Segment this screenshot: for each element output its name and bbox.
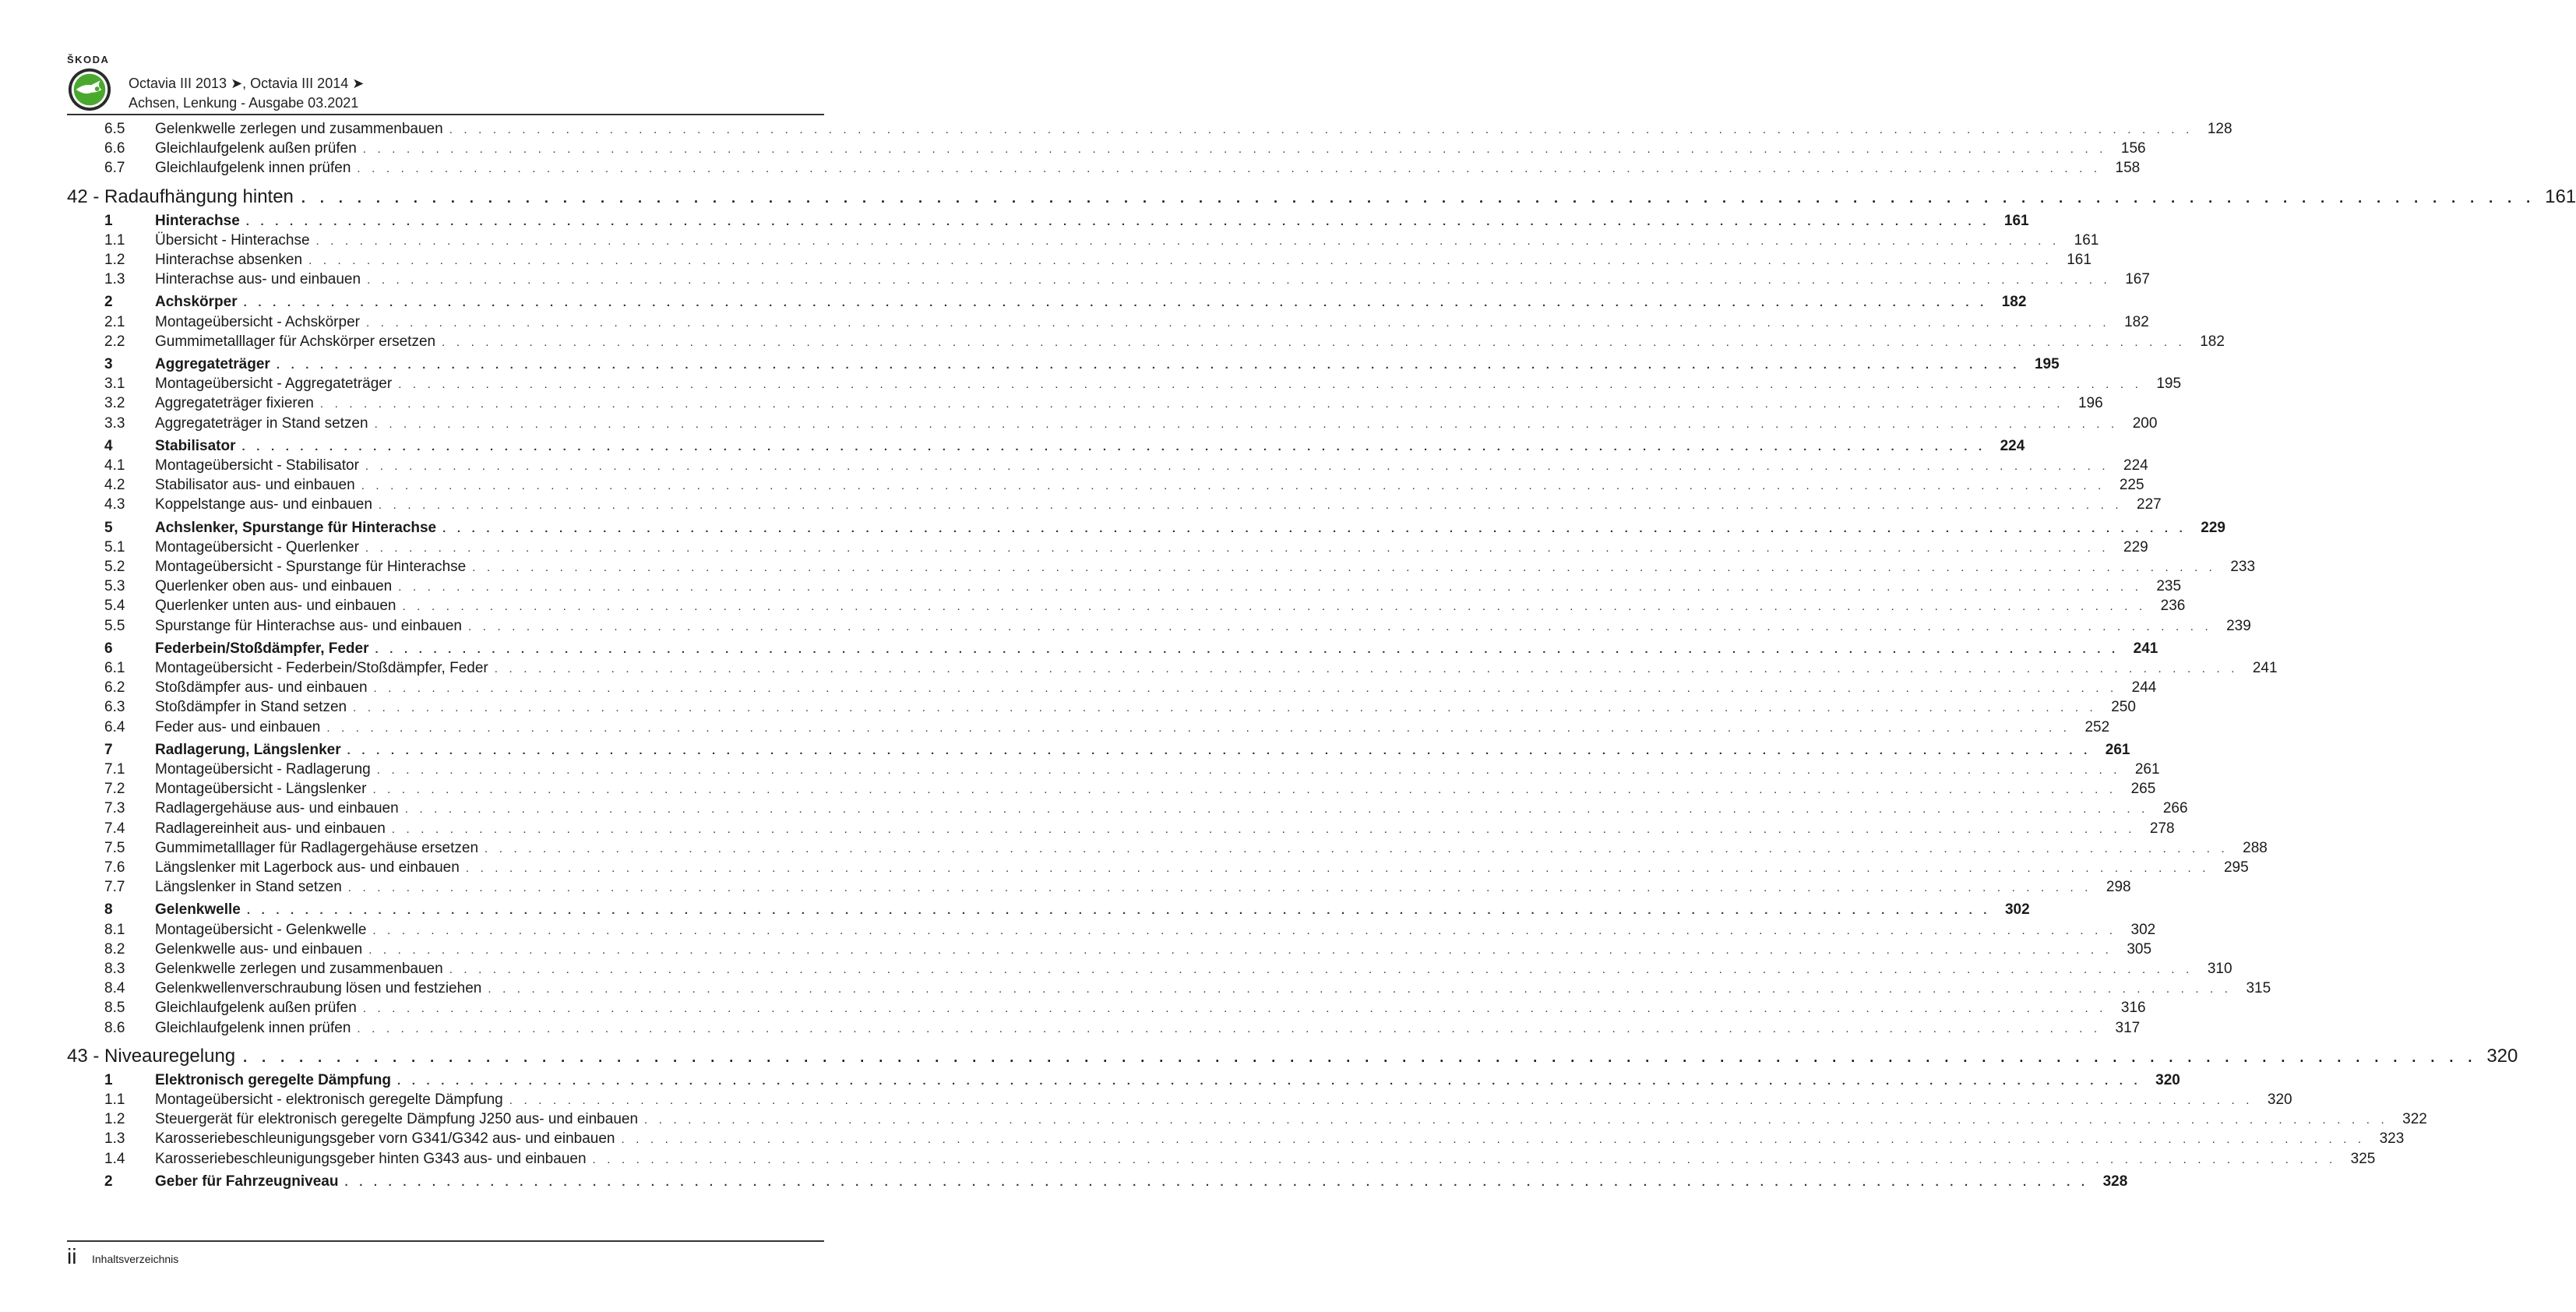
toc-entry-number: 6.6 (104, 140, 125, 157)
toc-subsection-entry[interactable] (104, 679, 2157, 698)
toc-entry-title: Aggregateträger in Stand setzen (155, 414, 368, 432)
toc-chapter-page: 320 (2486, 1045, 2518, 1067)
toc-subsection-entry[interactable] (104, 879, 2131, 898)
toc-leader-dots: . . . . . . . . . . . . . . . . . . . . . . . . . . . . . . . . . . . . . . . . . . . . . . . . . . . . . . . . . . . . . . . . . . . . . . . . . . . . . . . . . . . . . . . . . . . . . . . . . . . . . . . . . . . . . . . . . . . . . . . . (315, 234, 2060, 248)
toc-entry-number: 1 (104, 1071, 113, 1088)
toc-entry-title: Achslenker, Spurstange für Hinterachse (155, 519, 437, 536)
toc-entry-number: 1.1 (104, 1092, 125, 1108)
toc-entry-page: 128 (2207, 121, 2232, 137)
toc-leader-dots: . . . . . . . . . . . . . . . . . . . . . . . . . . . . . . . . . . . . . . . . . . . . . . . . . . . . . . . . . . . . . . . . . . . . . . . . . . . . . . . . . . . . . . . . . . . . . . . . . . . . . . . . . . . . . . . . . . . . . . . . (378, 499, 2123, 513)
toc-chapter-page: 161 (2545, 185, 2576, 207)
toc-entry-page: 320 (2155, 1071, 2180, 1088)
toc-leader-dots: . . . . . . . . . . . . . . . . . . . . . . . . . . . . . . . . . . . . . . . . . . . . . . . . . . . . . . . . . . . . . . . . . . . . . . . . . . . . . . . . . . . . . . . . . . . . . . . . . . . . . . . . . . . . . . . . . . . . . . . . (243, 296, 1988, 310)
toc-entry-number: 5.1 (104, 538, 125, 555)
toc-subsection-entry[interactable] (104, 271, 2150, 290)
toc-entry-page: 182 (2001, 294, 2027, 311)
toc-subsection-entry[interactable] (104, 800, 2188, 819)
toc-entry-number: 3.2 (104, 395, 125, 412)
toc-entry-number: 2.1 (104, 313, 125, 330)
toc-leader-dots: . . . . . . . . . . . . . . . . . . . . . . . . . . . . . . . . . . . . . . . . . . . . . . . . . . . . . . . . . . . . . . . . . . . . . . . . . . . . . . . . . . . . . . . . . . . . . . . . . . . . . . . . . . . . . . . . . . . . . . . . (472, 561, 2217, 574)
toc-entry-page: 233 (2230, 559, 2256, 575)
toc-entry-title: Querlenker unten aus- und einbauen (155, 598, 396, 615)
toc-entry-page: 229 (2201, 519, 2225, 536)
toc-subsection-entry[interactable] (104, 1000, 2146, 1018)
toc-entry-number: 7.1 (104, 761, 125, 778)
toc-subsection-entry[interactable] (104, 395, 2103, 414)
toc-entry-title: Federbein/Stoßdämpfer, Feder (155, 640, 369, 657)
toc-entry-page: 266 (2162, 800, 2188, 817)
toc-leader-dots: . . . . . . . . . . . . . . . . . . . . . . . . . . . . . . . . . . . . . . . . . . . . . . . . . . . . . . . . . . . . . . . . . . . . . . . . . . . . . . . . . . . . . . . . . . . . . . . . . . . . . . . . . . . . . . . . . . . . . . . . (621, 1133, 2366, 1147)
toc-entry-title: Montageübersicht - Radlagerung (155, 761, 371, 778)
toc-entry-title: Querlenker oben aus- und einbauen (155, 578, 393, 595)
toc-entry-number: 4.3 (104, 496, 125, 513)
toc-entry-number: 3.1 (104, 376, 125, 393)
toc-entry-number: 7 (104, 741, 113, 758)
toc-entry-number: 1.4 (104, 1150, 125, 1167)
toc-leader-dots: . . . . . . . . . . . . . . . . . . . . . . . . . . . . . . . . . . . . . . . . . . . . . . . . . . . . . . . . . . . . . . . . . . . . . . . . . . . . . . . . . . . . . . . . . . . . . . . . . . . . . . . . . . . . . . . . . . . . . . . . (365, 541, 2109, 555)
toc-entry-number: 8.5 (104, 1000, 125, 1017)
toc-leader-dots: . . . . . . . . . . . . . . . . . . . . . . . . . . . . . . . . . . . . . . . . . . . . . . . . . . . . . . . . . . . . . . . . . . . . . . . . . . . . . . . . . . . . . . . . . . . . . . . . . . . . . . . . . . . . . . . . . . . . . . . . (488, 982, 2232, 996)
toc-leader-dots: . . . . . . . . . . . . . . . . . . . . . . . . . . . . . . . . . . . . . . . . . . . . . . . . . . . . . . . . . . . . . . . . . . . . . . . . . . . . . . . . . . . . . . . . . . . . . . . . . . . . . . . . . . . . . . . . . . . . . . . . (353, 701, 2097, 715)
toc-entry-number: 7.6 (104, 859, 125, 876)
toc-entry-title: Gleichlaufgelenk außen prüfen (155, 140, 357, 157)
toc-subsection-entry[interactable] (104, 980, 2271, 999)
toc-subsection-entry[interactable] (104, 477, 2144, 496)
toc-subsection-entry[interactable] (104, 121, 2232, 139)
toc-leader-dots: . . . . . . . . . . . . . . . . . . . . . . . . . . . . . . . . . . . . . . . . . . . . . . . . . . . . . . . . . . . . . . . . . . . . . . . . . . . . . . . . . . . . . . . . . . . . . . . . . . . . . . . . . . . . . . . . . . . . . . . . (404, 802, 2149, 816)
toc-leader-dots: . . . . . . . . . . . . . . . . . . . . . . . . . . . . . . . . . . . . . . . . . . . . . . . . . . . . . . . . . . . . . . . . . . . . . . . . . . . . . . . . . . . . . . . . . . . . . . . . . . . . . . . . . . . . . . . . . . . . . . . . (644, 1113, 2388, 1127)
toc-entry-page: 316 (2120, 1000, 2146, 1017)
toc-entry-title: Gelenkwelle aus- und einbauen (155, 940, 363, 958)
toc-entry-page: 161 (2067, 252, 2091, 268)
toc-entry-page: 158 (2115, 160, 2141, 177)
toc-entry-title: Elektronisch geregelte Dämpfung (155, 1071, 392, 1088)
toc-section-entry[interactable] (104, 741, 2130, 760)
toc-leader-dots: . . . . . . . . . . . . . . . . . . . . . . . . . . . . . . . . . . . . . . . . . . . . . . . . . . . . . . . . . . . . . . . . . . . . . . . . . . . . . . . . . . . . . . . . . . . . . . . . . . . . . . . . . . . . . . . . . . . . . . . . (374, 417, 2119, 431)
toc-section-entry[interactable] (104, 1071, 2180, 1091)
toc-entry-title: Hinterachse (155, 212, 240, 229)
toc-section-entry[interactable] (104, 519, 2225, 538)
toc-entry-page: 196 (2077, 395, 2103, 412)
toc-subsection-entry[interactable] (104, 699, 2136, 718)
toc-entry-title: Gummimetalllager für Radlagergehäuse ersetzen (155, 839, 479, 856)
toc-leader-dots: . . . . . . . . . . . . . . . . . . . . . . . . . . . . . . . . . . . . . . . . . . . . . . . . . . . . . . . . . . . . . . . . . . . . . . . . . . . . . . . . . . . . . . . . . . . . . . . . . . . . . . . . . . . . . . . . . . . . . . . . (376, 764, 2121, 777)
toc-entry-title: Montageübersicht - Achskörper (155, 313, 360, 330)
toc-leader-dots: . . . . . . . . . . . . . . . . . . . . . . . . . . . . . . . . . . . . . . . . . . . . . . . . . . . . . . . . . . . . . . . . . . . . . . . . . . . . . . . . . . . . . . . . . . . . . . . . . . . . . . . . . . . . . . . . . . . . . . . . (442, 521, 2187, 535)
toc-entry-page: 261 (2105, 741, 2130, 758)
toc-entry-number: 4 (104, 437, 113, 454)
toc-leader-dots: . . . . . . . . . . . . . . . . . . . . . . . . . . . . . . . . . . . . . . . . . . . . . . . . . . . . . . . . . . . . . . . . . . . . . . . . . . . . . . . . . . . . . . . . . . . . . . . . . . . . . . . . . . . . . . . . . . . . . . . . (467, 619, 2212, 633)
toc-entry-number: 8.4 (104, 980, 125, 997)
toc-leader-dots: . . . . . . . . . . . . . . . . . . . . . . . . . . . . . . . . . . . . . . . . . . . . . . . . . . . . . . . . . . . . . . . . . . . . . . . . . . . . . . . . . . . . . . . . . . . . . . . . . . . . . . . . . . . . . . . . . . . . . . . . (367, 273, 2111, 287)
toc-subsection-entry[interactable] (104, 961, 2232, 979)
toc-leader-dots: . . . . . . . . . . . . . . . . . . . . . . . . . . . . . . . . . . . . . . . . . . . . . . . . . . . . . . . . . . . . . . . . . . . . . . . . . . . . . . . . . . . . . . . . . . . . . . . . . . . . . . . . . . . . . . . . . . . . . . . . (485, 841, 2229, 855)
toc-entry-number: 6.1 (104, 660, 125, 676)
footer-section-label: Inhaltsverzeichnis (92, 1253, 179, 1265)
toc-leader-dots: . . . . . . . . . . . . . . . . . . . . . . . . . . . . . . . . . . . . . . . . . . . . . . . . . . . . . . . . . . . . . . . . . . . . . . . . . . . . . . . . . . . . . . . . . . . . . . . . . . . . . . . . . . . . . . . . . . . . . . . . (245, 214, 1990, 228)
toc-entry-title: Längslenker in Stand setzen (155, 879, 342, 896)
toc-leader-dots: . . . . . . . . . . . . . . . . . . . . . . . . . . . . . . . . . . . . . . . . . . . . . . . . . . . . . . . . . . . . . . . . . . . . . . . . . . . . . . . . . . . . . . . . . . . . . . . . . . . . . . . . . . . . . . . . . . . . . . . . (246, 904, 1991, 918)
header-model-line: Octavia III 2013 ➤, Octavia III 2014 ➤ (129, 76, 365, 91)
toc-entry-title: Montageübersicht - elektronisch geregelte Dämpfung (155, 1092, 503, 1108)
toc-entry-number: 6.5 (104, 121, 125, 137)
header-edition-line: Achsen, Lenkung - Ausgabe 03.2021 (129, 95, 359, 111)
toc-leader-dots: . . . . . . . . . . . . . . . . . . . . . . . . . . . . . . . . . . . . . . . . . . . . . . . . . . . . . . . . . . . . . . . . . . . . . . . . . . . . . . . . . . . . . . . . . . . . . . . . . . . . . . . . . . . . . . . . . . . . . . . . (365, 316, 2110, 330)
toc-entry-page: 328 (2102, 1173, 2128, 1190)
toc-leader-dots: . . . . . . . . . . . . . . . . . . . . . . . . . . . . . . . . . . . . . . . . . . . . . . . . . . . . . . . . . . . . . . . . . . . . . . . . . . . . . . . . . . . . . . . . . . . . . . . . . . . . . . . . . . . . . . . . . . . . . . . . (241, 439, 1986, 453)
toc-entry-page: 315 (2246, 980, 2271, 997)
toc-entry-title: Gelenkwellenverschraubung lösen und festziehen (155, 980, 482, 997)
toc-subsection-entry[interactable] (104, 859, 2249, 878)
toc-entry-title: Gleichlaufgelenk innen prüfen (155, 1019, 351, 1036)
toc-entry-page: 224 (2123, 457, 2148, 474)
toc-entry-page: 265 (2130, 781, 2156, 798)
toc-section-entry[interactable] (104, 1173, 2128, 1192)
toc-section-entry[interactable] (104, 901, 2030, 920)
toc-subsection-entry[interactable] (104, 940, 2152, 960)
toc-entry-number: 5.3 (104, 578, 125, 595)
toc-entry-number: 5.5 (104, 617, 125, 634)
toc-entry-page: 161 (2003, 212, 2029, 229)
toc-entry-number: 8 (104, 901, 113, 919)
toc-entry-page: 278 (2149, 820, 2175, 837)
toc-entry-number: 3.3 (104, 414, 125, 432)
header-divider (67, 114, 824, 115)
toc-leader-dots: . . . . . . . . . . . . . . . . . . . . . . . . . . . . . . . . . . . . . . . . . . . . . . . . . . . . . . . . . . . . . . . . . . . . . . . . . . . . . . . . . . . . . . . . . . . . . . . . . . . . . . . . . . . . . . . . . . . . . . . . (465, 862, 2210, 875)
toc-subsection-entry[interactable] (104, 457, 2148, 476)
toc-entry-number: 1 (104, 212, 113, 229)
toc-leader-dots: . . . . . . . . . . . . . . . . . . . . . . . . . . . . . . . . . . . . . . . . . . . . . . . . . . . . . . . . . . . . . . . . . . . . . . . . . . . . . . . . . . . . . . . . . . . . . . . . . . . . . . . . . . . . . . . . . . . . . . . . (372, 783, 2117, 797)
toc-entry-title: Montageübersicht - Aggregateträger (155, 376, 393, 393)
toc-subsection-entry[interactable] (104, 1092, 2292, 1110)
toc-entry-number: 4.1 (104, 457, 125, 474)
toc-entry-number: 1.3 (104, 1130, 125, 1148)
toc-subsection-entry[interactable] (104, 578, 2182, 597)
toc-subsection-entry[interactable] (104, 820, 2175, 839)
toc-leader-dots: . . . . . . . . . . . . . . . . . . . . . . . . . . . . . . . . . . . . . . . . . . . . . . . . . . . . . . . . . . . . . . . . . . . . . . . . . . . . . . . . . . . . . . . . . . . . . . . . . . . . . . . . . . . . . . . . . . . . . . . . (361, 479, 2106, 493)
toc-leader-dots: . . . . . . . . . . . . . . . . . . . . . . . . . . . . . . . . . . . . . . . . . . . . . . . . . . . . . . . . . . . . . . . . . . . . . . . . . . . . . . . . . . . . . . . . . . . . . . . . . . . . . . . . . . . . . . . . . . . . . . . . (362, 143, 2107, 157)
toc-entry-title: Karosseriebeschleunigungsgeber vorn G341/G342 aus- und einbauen (155, 1130, 615, 1148)
toc-leader-dots: . . . . . . . . . . . . . . . . . . . . . . . . . . . . . . . . . . . . . . . . . . . . . . . . . . . . . . . . . . . . . . . . . . . . . . . . . . . . . . . . . . . . . . . . . . . . . . . . . . . . . . . . . . . . . . . . . . . . . . . . (375, 642, 2120, 656)
toc-leader-dots: . . . . . . . . . . . . . . . . . . . . . . . . . . . . . . . . . . . . . . . . . . . . . . . . . . . . . . . . . . . . . . . . . . . . . . . . . . . . . . . . . . . . . . . . . . . . . . . . . . . . . . . . . . . . . . . . . . . . . . . . (402, 600, 2147, 614)
toc-entry-title: Hinterachse absenken (155, 252, 303, 268)
toc-entry-title: Gleichlaufgelenk außen prüfen (155, 1000, 357, 1017)
brand-wordmark: ŠKODA (67, 54, 110, 65)
toc-entry-number: 8.1 (104, 921, 125, 938)
toc-entry-number: 1.1 (104, 231, 125, 249)
toc-entry-title: Stabilisator (155, 437, 236, 454)
toc-entry-title: Hinterachse aus- und einbauen (155, 271, 361, 288)
toc-leader-dots: . . . . . . . . . . . . . . . . . . . . . . . . . . . . . . . . . . . . . . . . . . . . . . . . . . . . . . . . . . . . . . . . . . . . . . . . . . . . . . . . . . . . . . . . . . . . . . . . . . . . . . . . . . . . . . . . . . . . . . . . (357, 162, 2102, 176)
toc-entry-title: Montageübersicht - Spurstange für Hinterachse (155, 559, 467, 575)
toc-entry-number: 5.2 (104, 559, 125, 575)
toc-entry-number: 6.7 (104, 160, 125, 177)
toc-entry-number: 8.2 (104, 940, 125, 958)
toc-entry-number: 8.6 (104, 1019, 125, 1036)
toc-entry-page: 298 (2106, 879, 2131, 896)
toc-subsection-entry[interactable] (104, 496, 2162, 515)
toc-subsection-entry[interactable] (104, 1111, 2427, 1130)
footer-page-numeral: ii (67, 1244, 77, 1268)
skoda-logo-icon (67, 67, 112, 112)
toc-entry-number: 1.2 (104, 252, 125, 268)
toc-entry-page: 295 (2223, 859, 2249, 876)
toc-subsection-entry[interactable] (104, 1019, 2141, 1039)
toc-subsection-entry[interactable] (104, 333, 2225, 352)
toc-section-entry[interactable] (104, 640, 2158, 659)
toc-entry-page: 325 (2350, 1150, 2376, 1167)
toc-entry-page: 236 (2160, 598, 2186, 615)
toc-entry-number: 5 (104, 519, 113, 536)
toc-entry-title: Aggregateträger fixieren (155, 395, 314, 412)
toc-leader-dots: . . . . . . . . . . . . . . . . . . . . . . . . . . . . . . . . . . . . . . . . . . . . . . . . . . . . . . . . . . . . . . . . . . . . . . . . . . . . . . . . . . . . . . . . . . . . . . . . . . . . . . . . . . . . . . . . . . . . . . . . (301, 189, 2536, 206)
toc-leader-dots: . . . . . . . . . . . . . . . . . . . . . . . . . . . . . . . . . . . . . . . . . . . . . . . . . . . . . . . . . . . . . . . . . . . . . . . . . . . . . . . . . . . . . . . . . . . . . . . . . . . . . . . . . . . . . . . . . . . . . . . . (398, 580, 2143, 594)
toc-entry-page: 320 (2267, 1092, 2292, 1108)
toc-entry-title: Gummimetalllager für Achskörper ersetzen (155, 333, 436, 350)
toc-leader-dots: . . . . . . . . . . . . . . . . . . . . . . . . . . . . . . . . . . . . . . . . . . . . . . . . . . . . . . . . . . . . . . . . . . . . . . . . . . . . . . . . . . . . . . . . . . . . . . . . . . . . . . . . . . . . . . . . . . . . . . . . (442, 335, 2186, 349)
toc-entry-page: 302 (2004, 901, 2030, 919)
toc-leader-dots: . . . . . . . . . . . . . . . . . . . . . . . . . . . . . . . . . . . . . . . . . . . . . . . . . . . . . . . . . . . . . . . . . . . . . . . . . . . . . . . . . . . . . . . . . . . . . . . . . . . . . . . . . . . . . . . . . . . . . . . . (449, 963, 2194, 976)
toc-subsection-entry[interactable] (104, 140, 2146, 159)
toc-leader-dots: . . . . . . . . . . . . . . . . . . . . . . . . . . . . . . . . . . . . . . . . . . . . . . . . . . . . . . . . . . . . . . . . . . . . . . . . . . . . . . . . . . . . . . . . . . . . . . . . . . . . . . . . . . . . . . . . . . . . . . . . (344, 1175, 2089, 1189)
toc-entry-number: 6 (104, 640, 113, 657)
toc-entry-page: 167 (2125, 271, 2150, 288)
toc-entry-page: 244 (2131, 679, 2157, 697)
toc-chapter-heading[interactable] (67, 1045, 2518, 1070)
toc-leader-dots: . . . . . . . . . . . . . . . . . . . . . . . . . . . . . . . . . . . . . . . . . . . . . . . . . . . . . . . . . . . . . . . . . . . . . . . . . . . . . . . . . . . . . . . . . . . . . . . . . . . . . . . . . . . . . . . . . . . . . . . . (368, 943, 2113, 957)
toc-subsection-entry[interactable] (104, 160, 2141, 178)
toc-entry-number: 7.2 (104, 781, 125, 798)
toc-entry-title: Spurstange für Hinterachse aus- und einbauen (155, 617, 462, 634)
toc-leader-dots: . . . . . . . . . . . . . . . . . . . . . . . . . . . . . . . . . . . . . . . . . . . . . . . . . . . . . . . . . . . . . . . . . . . . . . . . . . . . . . . . . . . . . . . . . . . . . . . . . . . . . . . . . . . . . . . . . . . . . . . . (357, 1021, 2102, 1035)
toc-entry-number: 6.4 (104, 718, 125, 735)
toc-chapter-heading[interactable] (67, 185, 2576, 211)
toc-entry-title: Radlagergehäuse aus- und einbauen (155, 800, 399, 817)
toc-entry-title: Übersicht - Hinterachse (155, 231, 310, 249)
toc-section-entry[interactable] (104, 356, 2060, 375)
toc-subsection-entry[interactable] (104, 1150, 2376, 1169)
toc-entry-title: Radlagerung, Längslenker (155, 741, 341, 758)
toc-subsection-entry[interactable] (104, 313, 2149, 333)
toc-entry-page: 317 (2115, 1019, 2141, 1036)
toc-entry-title: Gelenkwelle zerlegen und zusammenbauen (155, 961, 443, 977)
toc-leader-dots: . . . . . . . . . . . . . . . . . . . . . . . . . . . . . . . . . . . . . . . . . . . . . . . . . . . . . . . . . . . . . . . . . . . . . . . . . . . . . . . . . . . . . . . . . . . . . . . . . . . . . . . . . . . . . . . . . . . . . . . . (373, 682, 2118, 696)
toc-entry-title: Längslenker mit Lagerbock aus- und einbauen (155, 859, 460, 876)
toc-leader-dots: . . . . . . . . . . . . . . . . . . . . . . . . . . . . . . . . . . . . . . . . . . . . . . . . . . . . . . . . . . . . . . . . . . . . . . . . . . . . . . . . . . . . . . . . . . . . . . . . . . . . . . . . . . . . . . . . . . . . . . . . (347, 743, 2091, 757)
toc-entry-page: 322 (2402, 1111, 2427, 1128)
toc-entry-page: 182 (2124, 313, 2149, 330)
toc-entry-number: 7.5 (104, 839, 125, 856)
toc-entry-page: 195 (2034, 356, 2060, 372)
toc-subsection-entry[interactable] (104, 1130, 2405, 1149)
toc-entry-title: Gelenkwelle (155, 901, 241, 919)
toc-entry-title: Stoßdämpfer in Stand setzen (155, 699, 347, 716)
toc-entry-number: 1.2 (104, 1111, 125, 1128)
toc-entry-page: 288 (2243, 839, 2268, 856)
toc-section-entry[interactable] (104, 294, 2027, 312)
toc-leader-dots: . . . . . . . . . . . . . . . . . . . . . . . . . . . . . . . . . . . . . . . . . . . . . . . . . . . . . . . . . . . . . . . . . . . . . . . . . . . . . . . . . . . . . . . . . . . . . . . . . . . . . . . . . . . . . . . . . . . . . . . . (308, 254, 2053, 267)
toc-entry-title: Steuergerät für elektronisch geregelte Dämpfung J250 aus- und einbauen (155, 1111, 639, 1128)
toc-leader-dots: . . . . . . . . . . . . . . . . . . . . . . . . . . . . . . . . . . . . . . . . . . . . . . . . . . . . . . . . . . . . . . . . . . . . . . . . . . . . . . . . . . . . . . . . . . . . . . . . . . . . . . . . . . . . . . . . . . . . . . . . (494, 662, 2239, 675)
toc-leader-dots: . . . . . . . . . . . . . . . . . . . . . . . . . . . . . . . . . . . . . . . . . . . . . . . . . . . . . . . . . . . . . . . . . . . . . . . . . . . . . . . . . . . . . . . . . . . . . . . . . . . . . . . . . . . . . . . . . . . . . . . . (243, 1049, 2478, 1065)
toc-chapter-title: 43 - Niveauregelung (67, 1045, 236, 1067)
toc-subsection-entry[interactable] (104, 921, 2156, 940)
toc-entry-number: 2 (104, 294, 113, 311)
toc-entry-title: Gelenkwelle zerlegen und zusammenbauen (155, 121, 443, 137)
toc-subsection-entry[interactable] (104, 660, 2278, 679)
toc-subsection-entry[interactable] (104, 376, 2182, 394)
toc-entry-page: 195 (2156, 376, 2182, 393)
toc-entry-page: 239 (2226, 617, 2251, 634)
toc-entry-title: Montageübersicht - Gelenkwelle (155, 921, 367, 938)
toc-entry-title: Geber für Fahrzeugniveau (155, 1173, 339, 1190)
toc-leader-dots: . . . . . . . . . . . . . . . . . . . . . . . . . . . . . . . . . . . . . . . . . . . . . . . . . . . . . . . . . . . . . . . . . . . . . . . . . . . . . . . . . . . . . . . . . . . . . . . . . . . . . . . . . . . . . . . . . . . . . . . . (365, 460, 2109, 473)
toc-entry-page: 241 (2133, 640, 2158, 657)
toc-entry-page: 161 (2074, 231, 2099, 249)
toc-entry-page: 252 (2084, 718, 2110, 735)
toc-entry-title: Montageübersicht - Stabilisator (155, 457, 359, 474)
toc-entry-number: 7.7 (104, 879, 125, 896)
toc-leader-dots: . . . . . . . . . . . . . . . . . . . . . . . . . . . . . . . . . . . . . . . . . . . . . . . . . . . . . . . . . . . . . . . . . . . . . . . . . . . . . . . . . . . . . . . . . . . . . . . . . . . . . . . . . . . . . . . . . . . . . . . . (449, 123, 2194, 136)
toc-leader-dots: . . . . . . . . . . . . . . . . . . . . . . . . . . . . . . . . . . . . . . . . . . . . . . . . . . . . . . . . . . . . . . . . . . . . . . . . . . . . . . . . . . . . . . . . . . . . . . . . . . . . . . . . . . . . . . . . . . . . . . . . (319, 397, 2064, 411)
toc-entry-title: Stoßdämpfer aus- und einbauen (155, 679, 368, 697)
toc-entry-title: Feder aus- und einbauen (155, 718, 321, 735)
toc-subsection-entry[interactable] (104, 559, 2256, 577)
toc-entry-page: 305 (2127, 940, 2152, 958)
toc-entry-page: 225 (2119, 477, 2144, 494)
toc-section-entry[interactable] (104, 212, 2029, 231)
toc-subsection-entry[interactable] (104, 781, 2156, 799)
toc-entry-title: Montageübersicht - Längslenker (155, 781, 367, 798)
toc-entry-page: 302 (2130, 921, 2156, 938)
toc-entry-page: 227 (2137, 496, 2162, 513)
toc-leader-dots: . . . . . . . . . . . . . . . . . . . . . . . . . . . . . . . . . . . . . . . . . . . . . . . . . . . . . . . . . . . . . . . . . . . . . . . . . . . . . . . . . . . . . . . . . . . . . . . . . . . . . . . . . . . . . . . . . . . . . . . . (397, 1074, 2141, 1088)
toc-entry-number: 4.2 (104, 477, 125, 494)
toc-entry-page: 200 (2132, 414, 2158, 432)
toc-entry-number: 8.3 (104, 961, 125, 977)
toc-leader-dots: . . . . . . . . . . . . . . . . . . . . . . . . . . . . . . . . . . . . . . . . . . . . . . . . . . . . . . . . . . . . . . . . . . . . . . . . . . . . . . . . . . . . . . . . . . . . . . . . . . . . . . . . . . . . . . . . . . . . . . . . (347, 881, 2092, 895)
toc-entry-title: Montageübersicht - Querlenker (155, 538, 359, 555)
toc-entry-page: 310 (2207, 961, 2232, 977)
toc-leader-dots: . . . . . . . . . . . . . . . . . . . . . . . . . . . . . . . . . . . . . . . . . . . . . . . . . . . . . . . . . . . . . . . . . . . . . . . . . . . . . . . . . . . . . . . . . . . . . . . . . . . . . . . . . . . . . . . . . . . . . . . . (276, 358, 2021, 372)
toc-subsection-entry[interactable] (104, 414, 2158, 434)
toc-entry-number: 7.3 (104, 800, 125, 817)
toc-leader-dots: . . . . . . . . . . . . . . . . . . . . . . . . . . . . . . . . . . . . . . . . . . . . . . . . . . . . . . . . . . . . . . . . . . . . . . . . . . . . . . . . . . . . . . . . . . . . . . . . . . . . . . . . . . . . . . . . . . . . . . . . (362, 1002, 2107, 1016)
toc-subsection-entry[interactable] (104, 761, 2160, 780)
toc-leader-dots: . . . . . . . . . . . . . . . . . . . . . . . . . . . . . . . . . . . . . . . . . . . . . . . . . . . . . . . . . . . . . . . . . . . . . . . . . . . . . . . . . . . . . . . . . . . . . . . . . . . . . . . . . . . . . . . . . . . . . . . . (509, 1094, 2254, 1107)
toc-entry-title: Karosseriebeschleunigungsgeber hinten G343 aus- und einbauen (155, 1150, 587, 1167)
toc-entry-title: Achskörper (155, 294, 238, 311)
toc-leader-dots: . . . . . . . . . . . . . . . . . . . . . . . . . . . . . . . . . . . . . . . . . . . . . . . . . . . . . . . . . . . . . . . . . . . . . . . . . . . . . . . . . . . . . . . . . . . . . . . . . . . . . . . . . . . . . . . . . . . . . . . . (372, 923, 2117, 937)
toc-chapter-title: 42 - Radaufhängung hinten (67, 185, 294, 207)
toc-leader-dots: . . . . . . . . . . . . . . . . . . . . . . . . . . . . . . . . . . . . . . . . . . . . . . . . . . . . . . . . . . . . . . . . . . . . . . . . . . . . . . . . . . . . . . . . . . . . . . . . . . . . . . . . . . . . . . . . . . . . . . . . (326, 721, 2071, 735)
toc-entry-number: 1.3 (104, 271, 125, 288)
toc-section-entry[interactable] (104, 437, 2025, 457)
toc-entry-page: 250 (2111, 699, 2136, 716)
toc-subsection-entry[interactable] (104, 617, 2251, 637)
toc-entry-page: 229 (2123, 538, 2148, 555)
toc-entry-title: Stabilisator aus- und einbauen (155, 477, 355, 494)
toc-entry-title: Montageübersicht - Federbein/Stoßdämpfer, Feder (155, 660, 488, 676)
toc-entry-page: 156 (2120, 140, 2146, 157)
toc-entry-number: 7.4 (104, 820, 125, 837)
toc-leader-dots: . . . . . . . . . . . . . . . . . . . . . . . . . . . . . . . . . . . . . . . . . . . . . . . . . . . . . . . . . . . . . . . . . . . . . . . . . . . . . . . . . . . . . . . . . . . . . . . . . . . . . . . . . . . . . . . . . . . . . . . . (391, 822, 2136, 836)
toc-leader-dots: . . . . . . . . . . . . . . . . . . . . . . . . . . . . . . . . . . . . . . . . . . . . . . . . . . . . . . . . . . . . . . . . . . . . . . . . . . . . . . . . . . . . . . . . . . . . . . . . . . . . . . . . . . . . . . . . . . . . . . . . (592, 1152, 2337, 1166)
toc-leader-dots: . . . . . . . . . . . . . . . . . . . . . . . . . . . . . . . . . . . . . . . . . . . . . . . . . . . . . . . . . . . . . . . . . . . . . . . . . . . . . . . . . . . . . . . . . . . . . . . . . . . . . . . . . . . . . . . . . . . . . . . . (398, 378, 2143, 392)
toc-entry-number: 6.2 (104, 679, 125, 697)
toc-entry-number: 2 (104, 1173, 113, 1190)
toc-entry-number: 3 (104, 356, 113, 372)
toc-entry-title: Koppelstange aus- und einbauen (155, 496, 372, 513)
toc-subsection-entry[interactable] (104, 839, 2268, 859)
toc-entry-title: Aggregateträger (155, 356, 270, 372)
toc-subsection-entry[interactable] (104, 718, 2110, 738)
toc-entry-page: 323 (2379, 1130, 2405, 1148)
toc-entry-page: 182 (2200, 333, 2225, 350)
toc-entry-page: 261 (2134, 761, 2160, 778)
toc-entry-title: Radlagereinheit aus- und einbauen (155, 820, 386, 837)
toc-entry-title: Gleichlaufgelenk innen prüfen (155, 160, 351, 177)
toc-subsection-entry[interactable] (104, 538, 2148, 558)
footer-divider (67, 1240, 824, 1242)
toc-entry-number: 5.4 (104, 598, 125, 615)
toc-entry-page: 224 (2000, 437, 2025, 454)
toc-entry-number: 2.2 (104, 333, 125, 350)
toc-entry-page: 235 (2156, 578, 2182, 595)
toc-subsection-entry[interactable] (104, 231, 2099, 251)
toc-entry-page: 241 (2252, 660, 2278, 676)
toc-subsection-entry[interactable] (104, 598, 2186, 616)
toc-entry-number: 6.3 (104, 699, 125, 716)
toc-subsection-entry[interactable] (104, 252, 2091, 270)
